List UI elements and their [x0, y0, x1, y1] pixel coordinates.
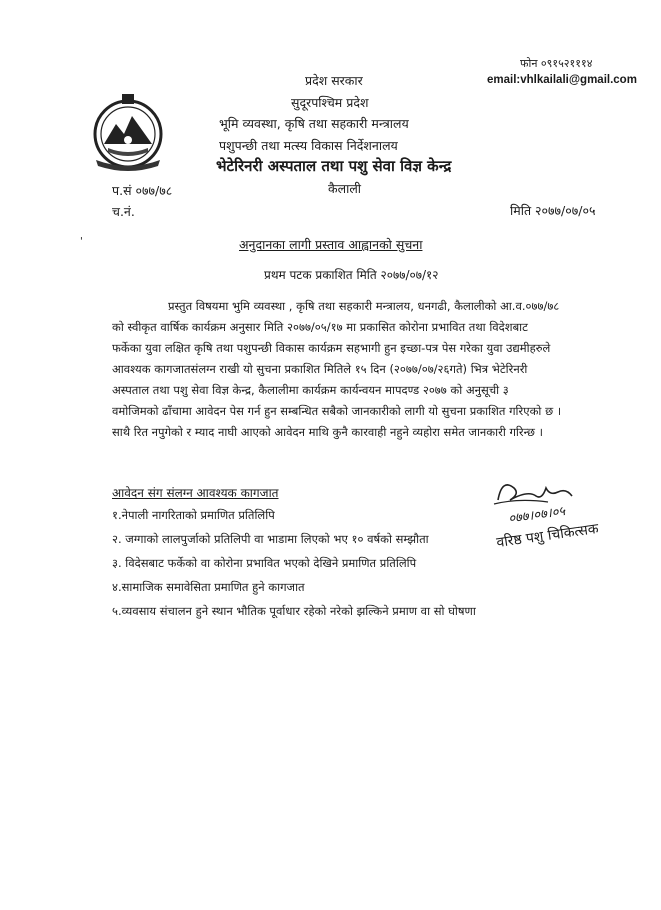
paragraph-line: प्रस्तुत विषयमा भुमि व्यवस्था , कृषि तथा सहकारी मन्त्रालय, धनगढी, कैलालीको आ.व.०७७/७८: [168, 299, 560, 313]
header-line-ministry: भूमि व्यवस्था, कृषि तथा सहकारी मन्त्रालय: [219, 116, 409, 131]
phone-number: फोन ०९१५२१११४: [520, 57, 593, 70]
office-name: भेटेरिनरी अस्पताल तथा पशु सेवा विज्ञ केन्द्र: [216, 157, 452, 175]
signature-date: ०७७।०७।०५: [507, 504, 567, 527]
paragraph-line: साथै रित नपुगेको र म्याद नाघी आएको आवेदन माथि कुनै कारवाही नहुने व्यहोरा समेत जानकारी गरिन्छ ।: [112, 425, 543, 439]
publication-date: प्रथम पटक प्रकाशित मिति २०७७/०७/१२: [264, 268, 439, 282]
header-line-province-govt: प्रदेश सरकार: [305, 73, 363, 88]
attachment-item: ३. विदेसबाट फर्केको वा कोरोना प्रभावित भएको देखिने प्रमाणित प्रतिलिपि: [112, 556, 417, 570]
reference-number: प.सं ०७७/७८: [112, 183, 173, 198]
nepal-emblem-icon: [86, 90, 170, 174]
header-line-directorate: पशुपन्छी तथा मत्स्य विकास निर्देशनालय: [219, 138, 398, 153]
attachment-item: ५.व्यवसाय संचालन हुने स्थान भौतिक पूर्वाधार रहेको नरेको झल्किने प्रमाण वा सो घोषणा: [112, 604, 476, 618]
paragraph-line: आवश्यक कागजातसंलग्न राखी यो सुचना प्रकाशित मितिले १५ दिन (२०७७/०७/२६गते) भित्र भेटेरिनरी: [112, 362, 528, 376]
attachment-item: २. जग्गाको लालपुर्जाको प्रतिलिपी वा भाडामा लिएको भए १० वर्षको सम्झौता: [112, 532, 429, 546]
paragraph-line: को स्वीकृत वार्षिक कार्यक्रम अनुसार मिति २०७७/०५/१७ मा प्रकासित कोरोना प्रभावित तथा विदेशबाट: [112, 320, 528, 334]
email-line: [487, 74, 637, 86]
email-address[interactable]: vhlkailali@gmail.com: [520, 74, 637, 86]
signatory-designation: वरिष्ठ पशु चिकित्सक: [495, 520, 600, 552]
attachment-item: १.नेपाली नागरिताको प्रमाणित प्रतिलिपि: [112, 508, 275, 522]
letter-date: मिति २०७७/०७/०५: [510, 203, 596, 218]
dispatch-number: च.नं.: [112, 204, 135, 219]
paragraph-line: अस्पताल तथा पशु सेवा विज्ञ केन्द्र, कैलालीमा कार्यक्रम कार्यन्वयन मापदण्ड २०७७ को अनुसूची ३: [112, 383, 509, 397]
attachment-item: ४.सामाजिक समावेसिता प्रमाणित हुने कागजात: [112, 580, 305, 594]
district-name: कैलाली: [328, 181, 362, 196]
email-label: email:: [487, 74, 521, 86]
attachments-heading: आवेदन संग संलग्न आवश्यक कागजात: [112, 486, 279, 500]
paragraph-line: वमोजिमको ढाँचामा आवेदन पेस गर्न हुन सम्बन्धित सबैको जानकारीको लागी यो सुचना प्रकाशित गरिएको छ ।: [112, 404, 562, 418]
notice-paragraph: [112, 296, 617, 443]
header-line-province: सुदूरपश्चिम प्रदेश: [291, 95, 369, 110]
notice-title: अनुदानका लागी प्रस्ताव आह्वानको सुचना: [239, 237, 423, 252]
paragraph-line: फर्केका युवा लक्षित कृषि तथा पशुपन्छी विकास कार्यक्रम सहभागी हुन इच्छा-पत्र पेस गरेका युवा उद्यमीहरुले: [112, 341, 551, 355]
margin-mark: ': [80, 236, 83, 247]
